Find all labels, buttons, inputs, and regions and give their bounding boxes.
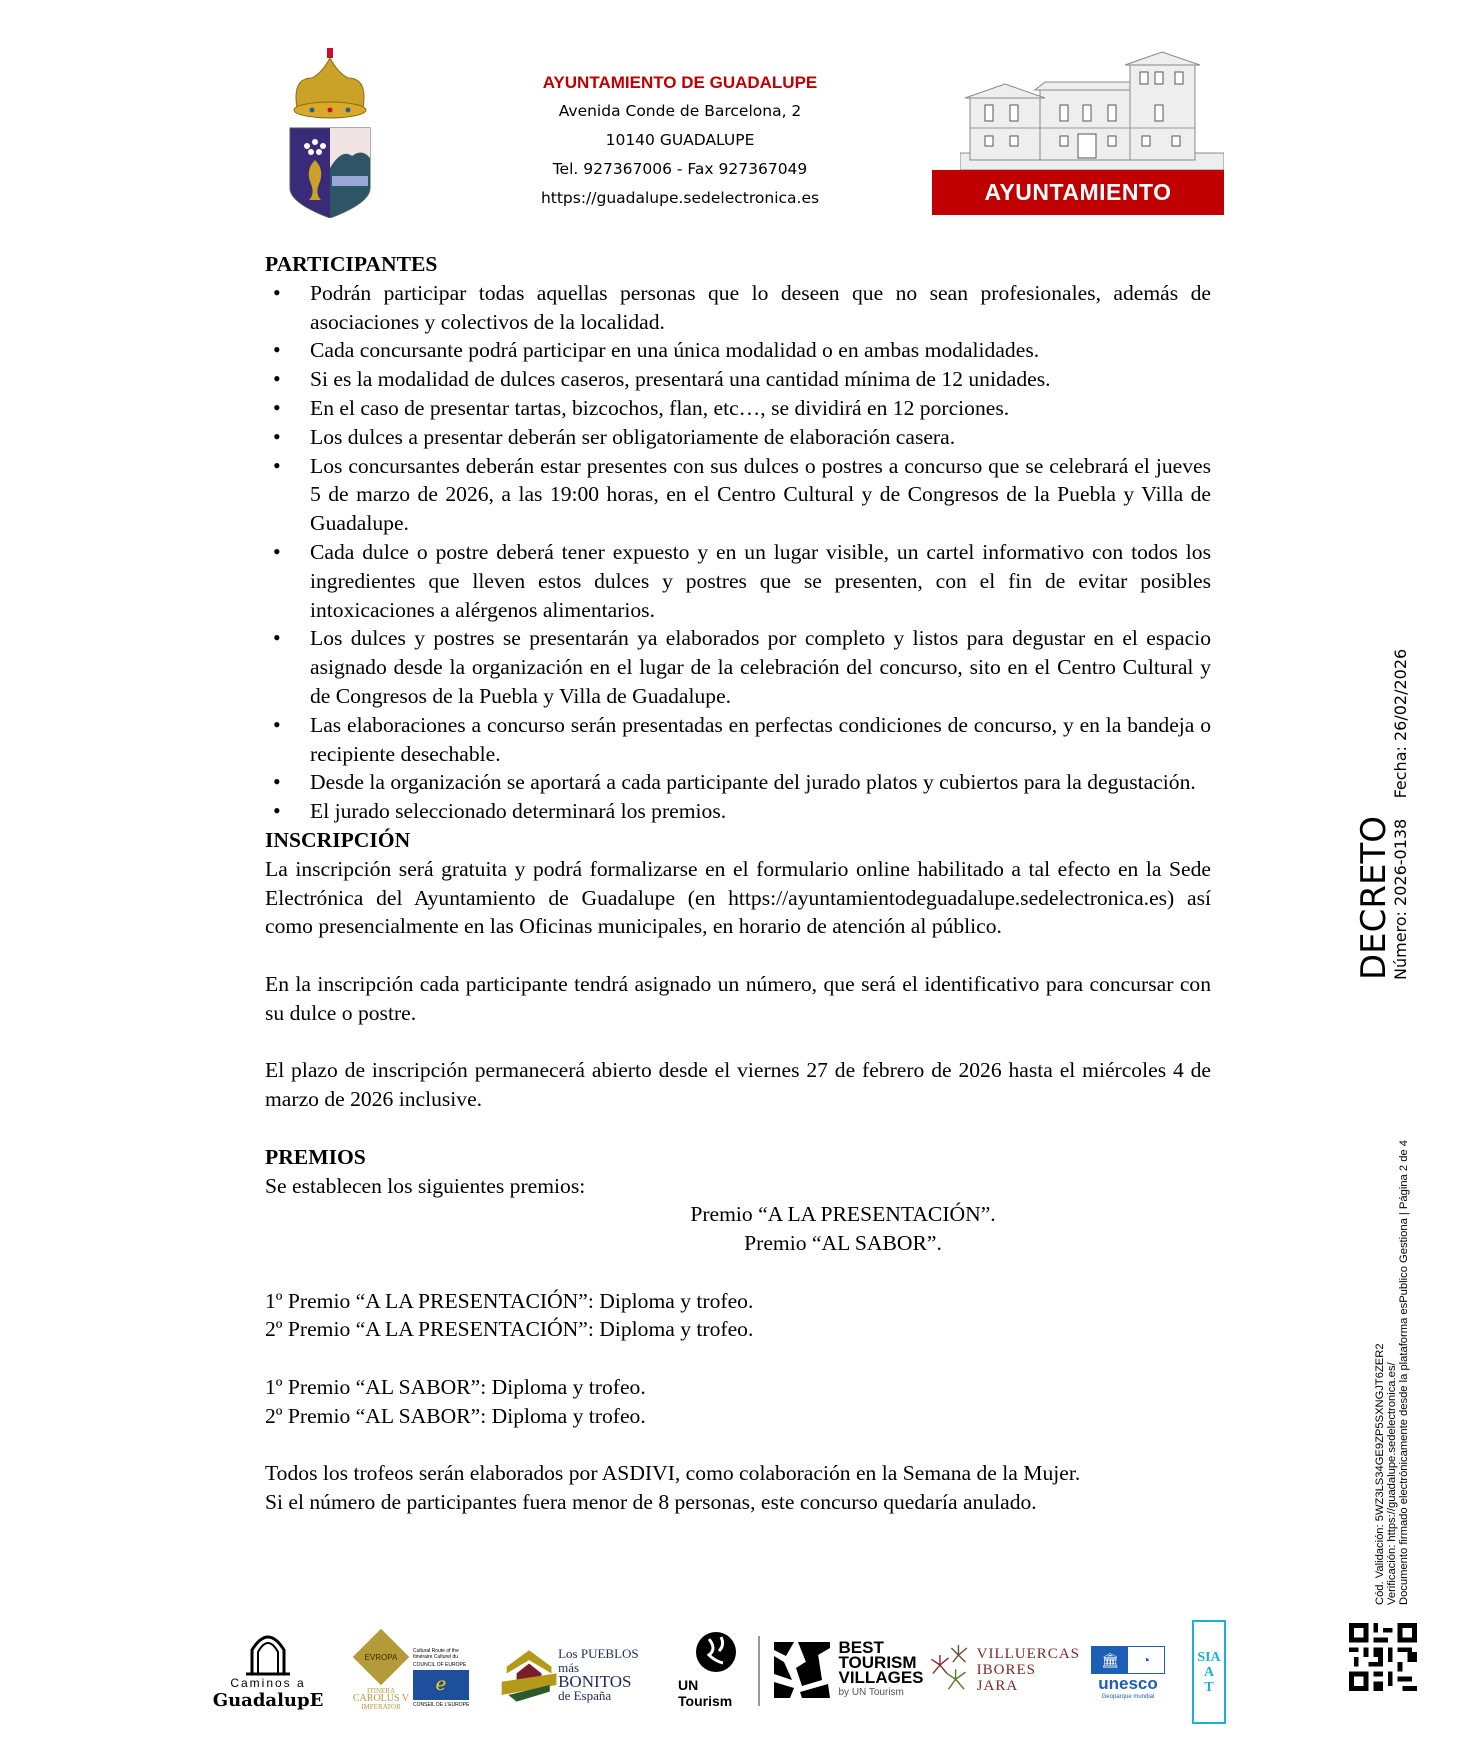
decreto-number-date: [1392, 649, 1410, 980]
logo-council-of-europe: [413, 1645, 473, 1710]
logo-guadalupe-text: GuadalupE: [212, 1689, 324, 1711]
council-flag-icon: ℯ: [413, 1670, 469, 1700]
logo-evropa-text: EVROPA: [364, 1652, 398, 1662]
logo-villuercas-ibores-jara: [930, 1630, 1080, 1710]
list-item: • Cada concursante podrá participar en una única modalidad o en ambas modalidades.: [265, 336, 1211, 365]
section-heading-participantes: PARTICIPANTES: [265, 252, 438, 276]
logo-caminos-text: Caminos a: [230, 1675, 306, 1690]
vij-text-1: VILLUERCAS: [976, 1646, 1080, 1662]
list-item: • Cada dulce o postre deberá tener expuesto y en un lugar visible, un cartel informativo con todos los ingredientes que lleven estos dulces y postres que se presenten, con el fin de evitar posibles intoxicaciones a alérgenos alimentarios.: [265, 538, 1211, 624]
logo-carolus-text: CAROLUS V: [352, 1693, 410, 1704]
list-item: • En el caso de presentar tartas, bizcochos, flan, etc…, se dividirá en 12 porciones.: [265, 394, 1211, 423]
header-contact-block: [470, 68, 890, 213]
coat-of-arms-logo: [287, 48, 373, 218]
premios-closing-1: Todos los trofeos serán elaborados por ASDIVI, como colaboración en la Semana de la Mujer.: [265, 1461, 1081, 1486]
logo-siat: [1192, 1620, 1226, 1724]
vij-text-2: IBORES: [976, 1662, 1036, 1678]
council-text-3: COUNCIL OF EUROPE: [413, 1661, 467, 1668]
premio-line: 1º Premio “A LA PRESENTACIÓN”: Diploma y trofeo.: [265, 1288, 754, 1313]
un-tourism-text: UN Tourism: [678, 1677, 733, 1709]
logo-divider: [758, 1636, 760, 1706]
document-body: [265, 250, 1211, 1517]
list-item: • Los dulces y postres se presentarán ya elaborados por completo y listos para degustar en el espacio asignado desde la organización en el lugar de la celebración del concurso, sito en el Centro Cultural y de Congresos de la Puebla y Villa de Guadalupe.: [265, 624, 1211, 710]
premio-line: 2º Premio “A LA PRESENTACIÓN”: Diploma y trofeo.: [265, 1317, 754, 1342]
section-heading-inscripcion: INSCRIPCIÓN: [265, 827, 411, 852]
pueblos-text-1: Los PUEBLOS más: [558, 1646, 639, 1675]
logo-itinera-text: ITINERA: [367, 1687, 395, 1695]
premio-category-presentacion: Premio “A LA PRESENTACIÓN”.: [690, 1202, 996, 1227]
premio-line: 1º Premio “AL SABOR”: Diploma y trofeo.: [265, 1375, 646, 1400]
list-item: • El jurado seleccionado determinará los premios.: [265, 797, 1211, 826]
header-phone-fax: Tel. 927367006 - Fax 927367049: [552, 160, 808, 178]
unesco-subtitle: Geoparque mundial: [1101, 1693, 1155, 1700]
list-item: • Si es la modalidad de dulces caseros, presentará una cantidad mínima de 12 unidades.: [265, 365, 1211, 394]
header-postal-code: 10140 GUADALUPE: [605, 131, 755, 149]
siat-text-3: T: [1204, 1679, 1214, 1695]
logo-caminos-a-guadalupe: [212, 1625, 324, 1715]
town-hall-building-illustration: [960, 50, 1224, 170]
logo-pueblos-mas-bonitos: [500, 1640, 645, 1710]
pueblos-text-3: de España: [558, 1688, 612, 1703]
btv-text-1: BEST: [838, 1638, 884, 1657]
header-address: Avenida Conde de Barcelona, 2: [558, 102, 802, 120]
decreto-numero: Número: 2026-0138: [1391, 818, 1410, 980]
logo-itinera-carolus: [352, 1633, 410, 1715]
section-heading-premios: PREMIOS: [265, 1144, 366, 1169]
list-item: • Desde la organización se aportará a cada participante del jurado platos y cubiertos para la degustación.: [265, 768, 1211, 797]
logo-imperator-text: IMPERATOR: [361, 1703, 401, 1711]
geopark-circle-icon: ◔: [1141, 1651, 1151, 1668]
premio-category-sabor: Premio “AL SABOR”.: [744, 1231, 942, 1256]
arch-icon: [246, 1630, 290, 1676]
list-item: • Podrán participar todas aquellas personas que lo deseen que no sean profesionales, además de asociaciones y colectivos de la localidad.: [265, 279, 1211, 337]
qr-code: [1348, 1623, 1418, 1691]
btv-text-3: VILLAGES: [838, 1668, 924, 1687]
ayuntamiento-banner: AYUNTAMIENTO: [932, 170, 1224, 215]
header-website-link[interactable]: https://guadalupe.sedelectronica.es: [540, 189, 820, 207]
council-text-2: Itinéraire Culturel du: [413, 1653, 459, 1660]
siat-text-1: SIA: [1197, 1649, 1221, 1665]
vij-text-3: JARA: [976, 1678, 1019, 1694]
geopark-burst-icon: [930, 1635, 973, 1705]
premios-intro: Se establecen los siguientes premios:: [265, 1173, 586, 1198]
council-text-1: Cultural Route of the: [413, 1647, 459, 1654]
decreto-stamp: [1356, 649, 1410, 980]
inscripcion-paragraph-2: En la inscripción cada participante tendrá asignado un número, que será el identificativo para concursar con su dulce o postre.: [265, 971, 1211, 1025]
pueblos-text-2: BONITOS: [558, 1672, 632, 1691]
un-tourism-globe-icon: [695, 1631, 737, 1673]
council-text-4: CONSEIL DE L'EUROPE: [413, 1701, 470, 1708]
list-item: • Las elaboraciones a concurso serán presentadas en perfectas condiciones de concurso, y en la bandeja o recipiente desechable.: [265, 711, 1211, 769]
participantes-list: [265, 279, 1211, 826]
signature-note: Documento firmado electrónicamente desde la plataforma esPublico Gestiona | Página 2 de 4: [1398, 1140, 1410, 1605]
inscripcion-paragraph-1: La inscripción será gratuita y podrá formalizarse en el formulario online habilitado a tal efecto en la Sede Electrónica del Ayuntamiento de Guadalupe (en https://ayuntamientodeguadalupe.sedelectronica.es) así como presencialmente en las Oficinas municipales, en horario de atención al público.: [265, 856, 1211, 939]
list-item: • Los dulces a presentar deberán ser obligatoriamente de elaboración casera.: [265, 423, 1211, 452]
verification-url[interactable]: Verificación: https://guadalupe.sedelectronica.es/: [1386, 1362, 1398, 1605]
premio-line: 2º Premio “AL SABOR”: Diploma y trofeo.: [265, 1403, 646, 1428]
btv-text-4: by UN Tourism: [838, 1687, 904, 1698]
premios-closing-2: Si el número de participantes fuera menor de 8 personas, este concurso quedaría anulado.: [265, 1490, 1037, 1515]
validation-code: Cód. Validación: 5WZ3LS34GE9ZP5SXNGJT6ZER2: [1374, 1343, 1386, 1605]
village-house-icon: [500, 1643, 558, 1708]
unesco-temple-icon: 🏛: [1092, 1647, 1128, 1673]
logo-best-tourism-villages: [768, 1630, 928, 1710]
inscripcion-paragraph-3: El plazo de inscripción permanecerá abierto desde el viernes 27 de febrero de 2026 hasta el miércoles 4 de marzo de 2026 inclusive.: [265, 1058, 1211, 1112]
verification-stamp: [1374, 1140, 1410, 1605]
siat-text-2: A: [1203, 1664, 1215, 1680]
logo-un-tourism: [678, 1630, 754, 1710]
unesco-text: unesco: [1098, 1673, 1158, 1693]
organization-name: AYUNTAMIENTO DE GUADALUPE: [542, 73, 818, 92]
decreto-fecha: Fecha: 26/02/2026: [1391, 648, 1410, 799]
btv-mosaic-icon: [772, 1640, 832, 1700]
btv-text-2: TOURISM: [838, 1653, 917, 1672]
decreto-title: DECRETO: [1354, 815, 1394, 980]
list-item: • Los concursantes deberán estar presentes con sus dulces o postres a concurso que se celebrará el jueves 5 de marzo de 2026, a las 19:00 horas, en el Centro Cultural y de Congresos de la Puebla y Villa de Guadalupe.: [265, 452, 1211, 538]
logo-unesco-geoparque: [1090, 1640, 1166, 1705]
